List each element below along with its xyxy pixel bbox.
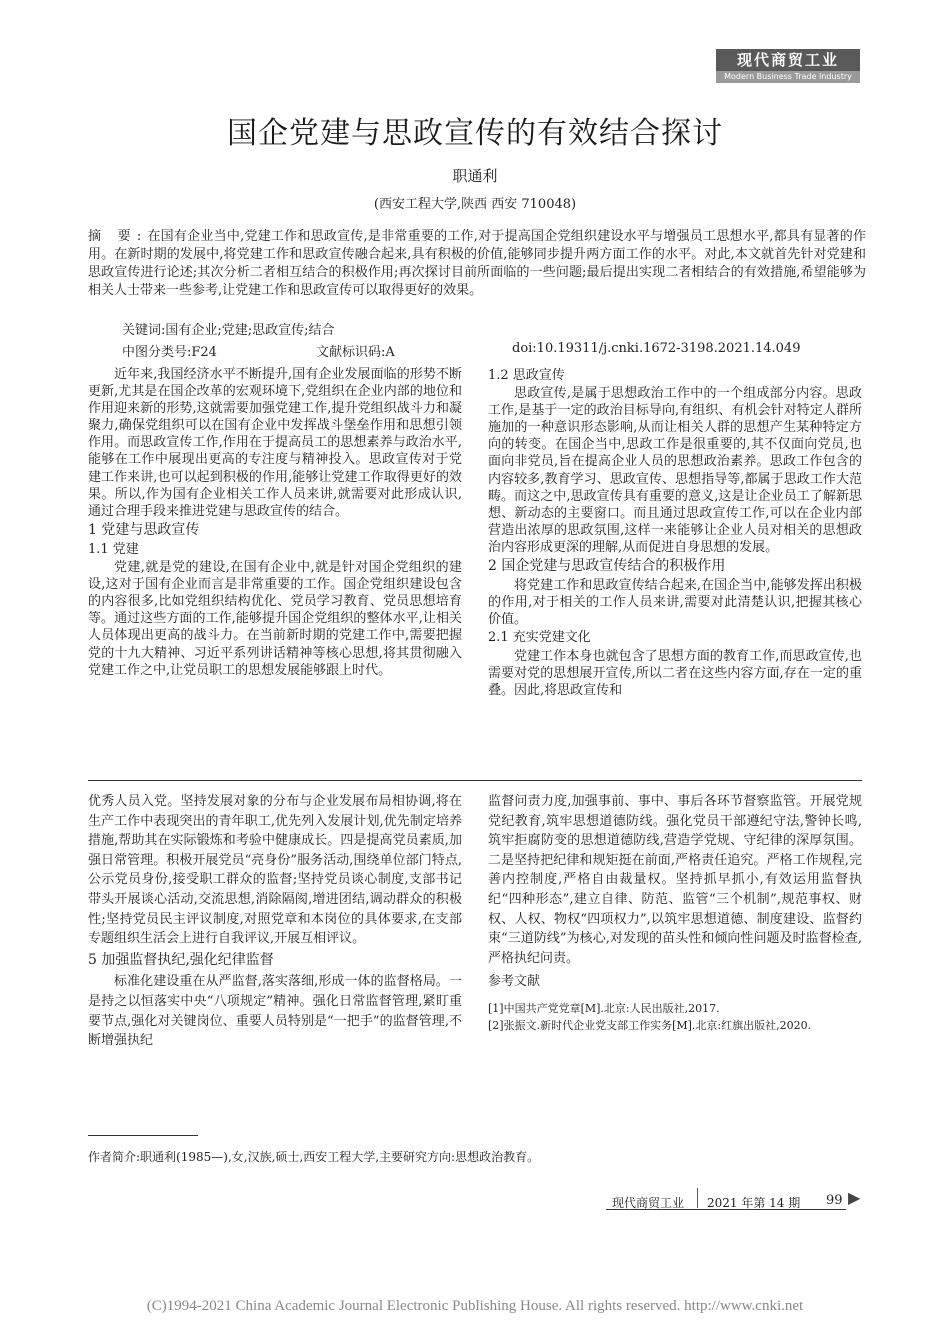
abstract-text: 在国有企业当中,党建工作和思政宣传,是非常重要的工作,对于提高国企党组织建设水平与增强员工思想水平,都具有显著的作用。在新时期的发展中,将党建工作和思政宣传融合起来,具有积极的价值,能够同步提升两方面工作的水平。对此,本文就首先针对党建和思政宣传进行论述;其次分析二者相互结合的积极作用;再次探讨目前所面临的一些问题;最后提出实现二者相结合的有效措施,希望能够为相关人士带来一些参考,让党建工作和思政宣传可以取得更好的效果。 bbox=[88, 229, 867, 298]
body-paragraph: 标准化建设重在从严监督,落实落细,形成一体的监督格局。一是持之以恒落实中央“八项规定”精神。强化日常监督管理,紧盯重要节点,强化对关键岗位、重要人员特别是“一把手”的监督管理,不断增强执纪 bbox=[88, 974, 462, 1049]
lower-right-column bbox=[488, 792, 862, 1034]
section-heading: 5 加强监督执纪,强化纪律监督 bbox=[88, 951, 274, 968]
body-paragraph: 监督问责力度,加强事前、事中、事后各环节督察监管。开展党规党纪教育,筑牢思想道德防线。强化党员干部遵纪守法,警钟长鸣,筑牢拒腐防变的思想道德防线,营造学党规、守纪律的深厚氛围。二是坚持把纪律和规矩挺在前面,严格责任追究。严格工作规程,完善内控制度,严格自由裁量权。坚持抓早抓小,有效运用监督执纪“四种形态”,建立自律、防范、监管“三个机制”,规范事权、财权、人权、物权“四项权力”,以筑牢思想道德、制度建设、监督约束“三道防线”为核心,对发现的苗头性和倾向性问题及时监督检查,严格执纪问责。 bbox=[488, 794, 862, 966]
document-code: 文献标识码:A bbox=[316, 345, 395, 360]
lower-left-column bbox=[88, 792, 462, 1051]
classification-number: 中图分类号:F24 bbox=[122, 345, 217, 360]
abstract bbox=[88, 228, 866, 300]
section-heading: 1 党建与思政宣传 bbox=[88, 521, 200, 538]
references-heading: 参考文献 bbox=[488, 974, 541, 990]
doi: doi:10.19311/j.cnki.1672-3198.2021.14.049 bbox=[512, 341, 801, 356]
footer-journal: 现代商贸工业 bbox=[612, 1196, 685, 1210]
section-divider bbox=[88, 780, 862, 781]
body-paragraph: 党建工作本身也就包含了思想方面的教育工作,而思政宣传,也需要对党的思想展开宣传,所以二者在这些内容方面,存在一定的重叠。因此,将思政宣传和 bbox=[488, 648, 862, 698]
body-paragraph: 优秀人员入党。坚持发展对象的分布与企业发展布局相协调,将在生产工作中表现突出的青年职工,优先列入发展计划,优先制定培养措施,帮助其在实际锻炼和考验中健康成长。四是提高党员素质,加强日常管理。积极开展党员“亮身份”服务活动,围绕单位部门特点,公示党员身份,接受职工群众的监督;坚持党员谈心制度,支部书记带头开展谈心活动,交流思想,消除隔阂,增进团结,调动群众的积极性;坚持党员民主评议制度,对照党章和本岗位的具体要求,在支部专题组织生活会上进行自我评议,开展互相评议。 bbox=[88, 794, 462, 947]
subsection-heading: 2.1 充实党建文化 bbox=[488, 630, 591, 646]
body-paragraph: 近年来,我国经济水平不断提升,国有企业发展面临的形势不断更新,尤其是在国企改革的宏观环境下,党组织在企业内部的地位和作用迎来新的形势,这就需要加强党建工作,提升党组织战斗力和凝聚力,确保党组织可以在国有企业中发挥战斗堡垒作用和思想引领作用。而思政宣传工作,作用在于提高员工的思想素养与政治水平,能够在工作中展现出更高的专注度与精神投入。思政宣传对于党建工作来讲,也可以起到积极的作用,能够让党建工作取得更好的效果。所以,作为国有企业相关工作人员来讲,就需要对此形成认识,通过合理手段来推进党建与思政宣传的结合。 bbox=[88, 367, 462, 519]
journal-name-en: Modern Business Trade Industry bbox=[716, 71, 860, 83]
author-bio-footnote: 作者简介:职通利(1985—),女,汉族,硕士,西安工程大学,主要研究方向:思想政治教育。 bbox=[88, 1150, 540, 1164]
reference-item: [2]张振文.新时代企业党支部工作实务[M].北京:红旗出版社,2020. bbox=[488, 1018, 812, 1032]
upper-left-column bbox=[88, 366, 462, 679]
journal-header-box bbox=[716, 49, 860, 83]
body-paragraph: 将党建工作和思政宣传结合起来,在国企当中,能够发挥出积极的作用,对于相关的工作人员来讲,需要对此清楚认识,把握其核心价值。 bbox=[488, 578, 862, 628]
footnote-rule bbox=[88, 1135, 198, 1136]
body-paragraph: 党建,就是党的建设,在国有企业中,就是针对国企党组织的建设,这对于国有企业而言是非常重要的工作。国企党组织建设包含的内容很多,比如党组织结构优化、党员学习教育、党员思想培育等。通过这些方面的工作,能够提升国企党组织的整体水平,让相关人员体现出更高的战斗力。在当前新时期的党建工作中,需要把握党的十九大精神、习近平系列讲话精神等核心思想,将其贯彻融入党建工作之中,让党员职工的思想发展能够跟上时代。 bbox=[88, 560, 462, 678]
author: 职通利 bbox=[452, 167, 498, 185]
copyright-notice: (C)1994-2021 China Academic Journal Electronic Publishing House. All rights reserved. http://www.cnki.net bbox=[146, 1298, 804, 1314]
reference-item: [1]中国共产党党章[M].北京:人民出版社,2017. bbox=[488, 1001, 720, 1015]
page-arrow-icon: ▶ bbox=[848, 1188, 861, 1207]
subsection-heading: 1.1 党建 bbox=[88, 541, 139, 557]
page-number: 99 bbox=[826, 1193, 843, 1208]
abstract-label: 摘 要: bbox=[88, 229, 148, 244]
footer-separator bbox=[697, 1188, 698, 1208]
body-paragraph: 思政宣传,是属于思想政治工作中的一个组成部分内容。思政工作,是基于一定的政治目标导向,有组织、有机会针对特定人群所施加的一种意识形态影响,从而让相关人群的思想产生某种特定方向的转变。在国企当中,思政工作是很重要的,其不仅面向党员,也面向非党员,旨在提高企业人员的思想政治素养。思政工作包含的内容较多,教育学习、思政宣传、思想指导等,都属于思政工作大范畴。而这之中,思政宣传具有重要的意义,这是让企业员工了解新思想、新动态的主要窗口。而且通过思政宣传工作,可以在企业内部营造出浓厚的思政氛围,这样一来能够让企业人员对相关的思想政治内容形成更深的理解,从而促进自身思想的发展。 bbox=[488, 386, 862, 555]
subsection-heading: 1.2 思政宣传 bbox=[488, 368, 565, 383]
keywords: 关键词:国有企业;党建;思政宣传;结合 bbox=[122, 323, 335, 338]
upper-right-column bbox=[488, 366, 862, 699]
footer-issue: 2021 年第 14 期 bbox=[707, 1196, 801, 1210]
journal-name: 现代商贸工业 bbox=[716, 49, 860, 71]
paper-title: 国企党建与思政宣传的有效结合探讨 bbox=[227, 116, 723, 151]
section-heading: 2 国企党建与思政宣传结合的积极作用 bbox=[488, 558, 726, 575]
affiliation: (西安工程大学,陕西 西安 710048) bbox=[373, 197, 577, 212]
